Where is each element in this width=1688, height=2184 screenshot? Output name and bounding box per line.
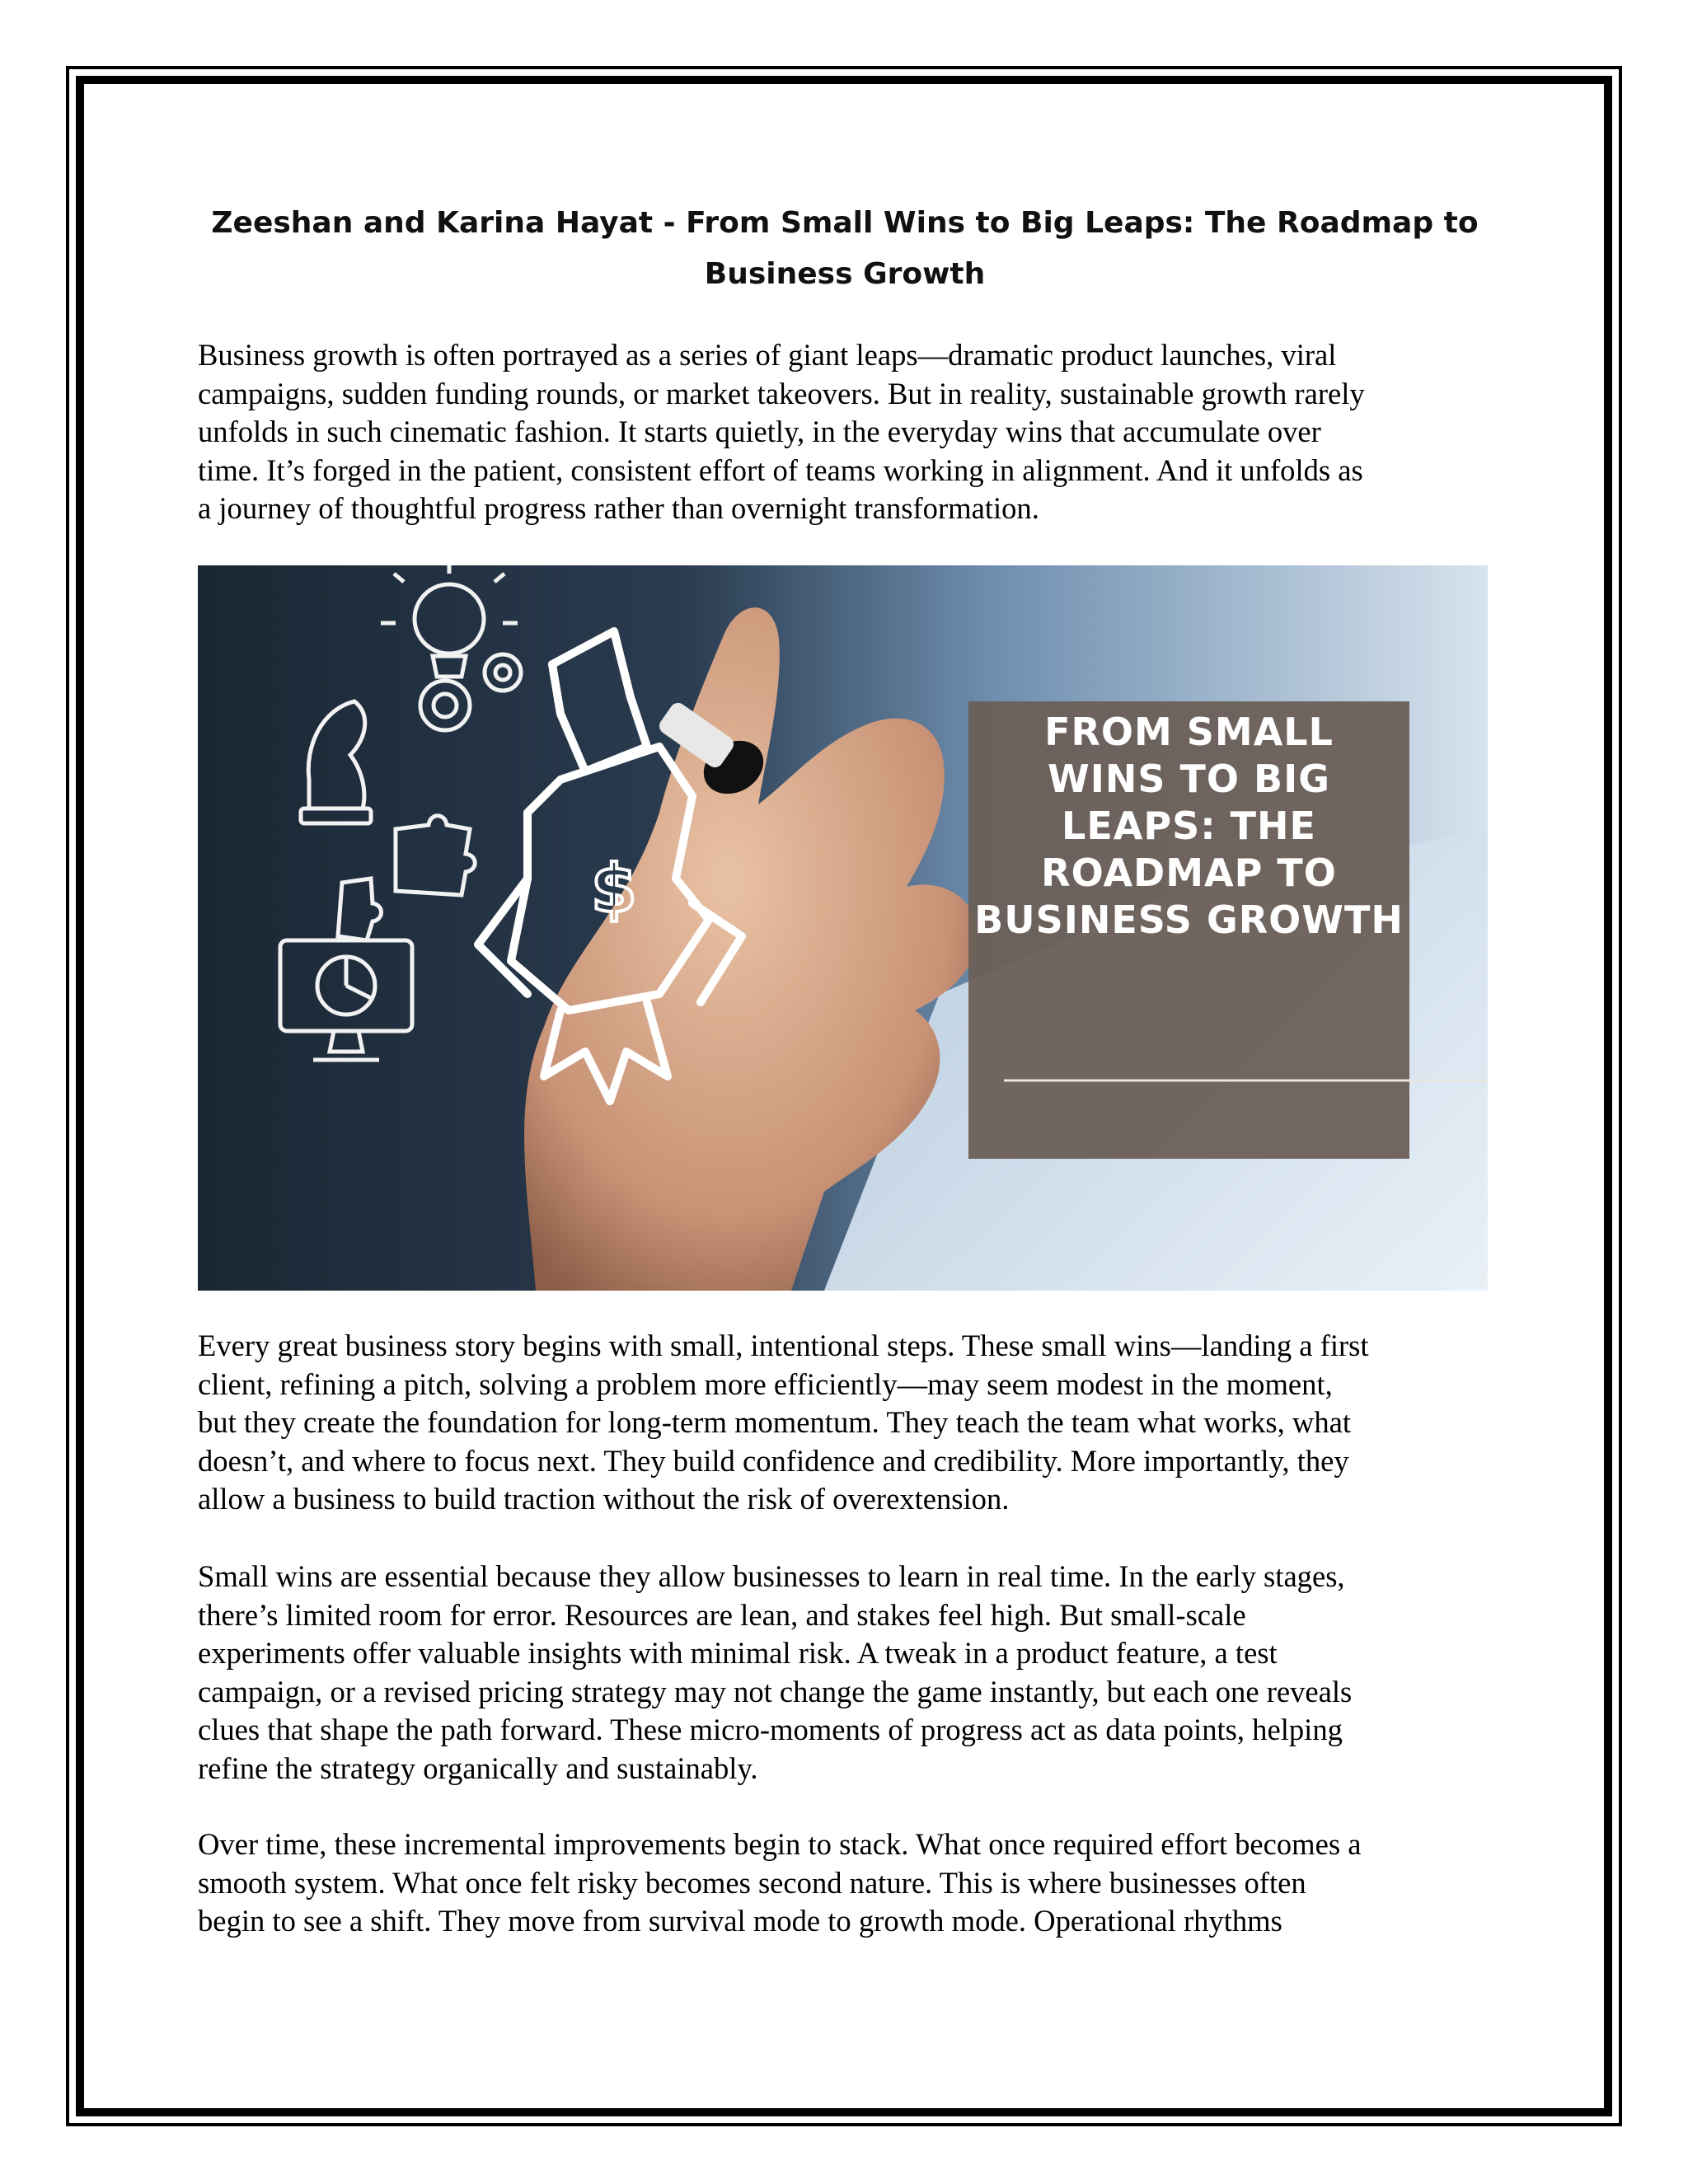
text-line: but they create the foundation for long-term momentum. They teach the team what works, what [198, 1405, 1352, 1439]
text-line: clues that shape the path forward. These micro-moments of progress act as data points, helping [198, 1713, 1343, 1746]
title-line: Zeeshan and Karina Hayat - From Small Wins to Big Leaps: The Roadmap to [211, 206, 1479, 240]
text-line: doesn’t, and where to focus next. They build confidence and credibility. More importantly, they [198, 1443, 1349, 1478]
text-line: smooth system. What once felt risky becomes second nature. This is where businesses often [198, 1865, 1306, 1900]
body-paragraph [198, 1825, 1492, 1941]
text-line: Over time, these incremental improvements begin to stack. What once required effort becomes a [198, 1827, 1362, 1861]
body-paragraph [198, 1558, 1492, 1788]
text-line: campaigns, sudden funding rounds, or market takeovers. But in reality, sustainable growth rarely [198, 376, 1365, 410]
text-line: there’s limited room for error. Resources are lean, and stakes feel high. But small-scale [198, 1597, 1246, 1632]
overlay-line: WINS TO BIG [1048, 757, 1330, 801]
text-line: Every great business story begins with small, intentional steps. These small wins—landing a first [198, 1329, 1369, 1362]
hero-overlay-title [968, 709, 1409, 944]
text-line: Small wins are essential because they allow businesses to learn in real time. In the early stages, [198, 1559, 1345, 1593]
text-line: begin to see a shift. They move from survival mode to growth mode. Operational rhythms [198, 1904, 1282, 1938]
text-line: allow a business to build traction without the risk of overextension. [198, 1482, 1010, 1516]
overlay-line: ROADMAP TO [1041, 851, 1337, 895]
body-paragraph [198, 1327, 1492, 1519]
overlay-line: FROM SMALL [1044, 710, 1334, 754]
intro-paragraph [198, 336, 1492, 528]
text-line: experiments offer valuable insights with minimal risk. A tweak in a product feature, a test [198, 1636, 1278, 1670]
text-line: client, refining a pitch, solving a problem more efficiently—may seem modest in the moment, [198, 1366, 1333, 1401]
text-line: campaign, or a revised pricing strategy may not change the game instantly, but each one reveals [198, 1674, 1353, 1708]
text-line: refine the strategy organically and sustainably. [198, 1750, 758, 1785]
text-line: unfolds in such cinematic fashion. It starts quietly, in the everyday wins that accumulate over [198, 415, 1321, 448]
document-title [198, 198, 1492, 300]
dollar-sign: $ [591, 851, 637, 927]
overlay-line: LEAPS: THE [1062, 804, 1316, 848]
title-line: Business Growth [704, 257, 986, 291]
text-line: a journey of thoughtful progress rather than overnight transformation. [198, 491, 1039, 525]
overlay-line: BUSINESS GROWTH [974, 898, 1404, 942]
text-line: time. It’s forged in the patient, consistent effort of teams working in alignment. And it unfolds as [198, 452, 1363, 487]
text-line: Business growth is often portrayed as a series of giant leaps—dramatic product launches, viral [198, 338, 1337, 372]
